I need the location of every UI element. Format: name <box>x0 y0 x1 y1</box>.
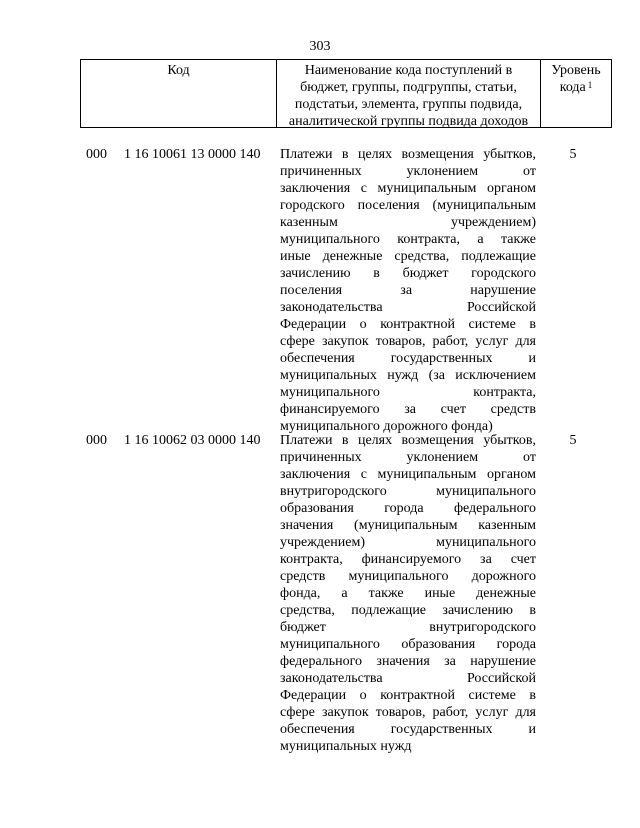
revenue-name-line: поселения за нарушение <box>280 283 536 298</box>
footnote-marker: 1 <box>587 80 593 90</box>
revenue-name-line: обеспечения государственных и <box>280 351 536 366</box>
revenue-name-line: федерального значения за нарушение <box>280 654 536 669</box>
revenue-name-line: зачислению в бюджет городского <box>280 266 536 281</box>
header-code-cell <box>81 60 277 127</box>
revenue-name-line: причиненных уклонением от <box>280 164 536 179</box>
revenue-code: 1 16 10061 13 0000 140 <box>124 147 261 162</box>
revenue-name <box>280 146 536 435</box>
header-name-line: Наименование кода поступлений в <box>304 63 513 78</box>
revenue-name-line: Федерации о контрактной системе в <box>280 317 536 332</box>
revenue-name-line: муниципального контракта, <box>280 385 536 400</box>
code-level: 5 <box>569 433 577 448</box>
revenue-name-line: сфере закупок товаров, работ, услуг для <box>280 334 536 349</box>
revenue-name-line: внутригородского муниципального <box>280 484 536 499</box>
revenue-name-line: причиненных уклонением от <box>280 450 536 465</box>
revenue-name-line: городского поселения (муниципальным <box>280 198 536 213</box>
revenue-name-line: заключения с муниципальным органом <box>280 181 536 196</box>
revenue-name-line: законодательства Российской <box>280 300 536 315</box>
revenue-name-line: финансируемого за счет средств <box>280 402 536 417</box>
revenue-name-line: образования города федерального <box>280 501 536 516</box>
revenue-name-line: контракта, финансируемого за счет <box>280 552 536 567</box>
revenue-name-line: Федерации о контрактной системе в <box>280 688 536 703</box>
admin-code: 000 <box>86 147 107 162</box>
admin-code: 000 <box>86 433 107 448</box>
revenue-name-line: казенным учреждением) <box>280 215 536 230</box>
revenue-name-line: иные денежные средства, подлежащие <box>280 249 536 264</box>
header-name-cell <box>277 60 541 127</box>
revenue-name-line: Платежи в целях возмещения убытков, <box>280 433 536 448</box>
revenue-code: 1 16 10062 03 0000 140 <box>124 433 261 448</box>
revenue-name <box>280 432 536 755</box>
header-name-line: подстатьи, элемента, группы подвида, <box>294 97 523 112</box>
header-name-line: бюджет, группы, подгруппы, статьи, <box>300 80 517 95</box>
page-number: 303 <box>309 39 331 54</box>
header-level-word: кода <box>559 80 586 95</box>
code-level: 5 <box>569 147 577 162</box>
table-header <box>80 59 612 128</box>
header-name-line: аналитической группы подвида доходов <box>288 114 529 129</box>
revenue-name-line: муниципального дорожного фонда) <box>280 419 493 434</box>
revenue-name-line: средств муниципального дорожного <box>280 569 536 584</box>
header-level-line <box>541 79 611 96</box>
revenue-name-line: муниципальных нужд <box>280 739 412 754</box>
revenue-name-line: бюджет внутригородского <box>280 620 536 635</box>
revenue-name-line: муниципального образования города <box>280 637 536 652</box>
revenue-name-line: фонда, а также иные денежные <box>280 586 536 601</box>
revenue-name-line: Платежи в целях возмещения убытков, <box>280 147 536 162</box>
header-code-label: Код <box>167 63 190 78</box>
revenue-name-line: сфере закупок товаров, работ, услуг для <box>280 705 536 720</box>
revenue-name-line: муниципальных нужд (за исключением <box>280 368 536 383</box>
revenue-name-line: обеспечения государственных и <box>280 722 536 737</box>
revenue-name-line: заключения с муниципальным органом <box>280 467 536 482</box>
revenue-name-line: значения (муниципальным казенным <box>280 518 536 533</box>
header-level-line: Уровень <box>551 63 601 78</box>
header-level-cell <box>541 60 611 127</box>
revenue-name-line: муниципального контракта, а также <box>280 232 536 247</box>
revenue-name-line: законодательства Российской <box>280 671 536 686</box>
revenue-name-line: средства, подлежащие зачислению в <box>280 603 536 618</box>
revenue-name-line: учреждением) муниципального <box>280 535 536 550</box>
